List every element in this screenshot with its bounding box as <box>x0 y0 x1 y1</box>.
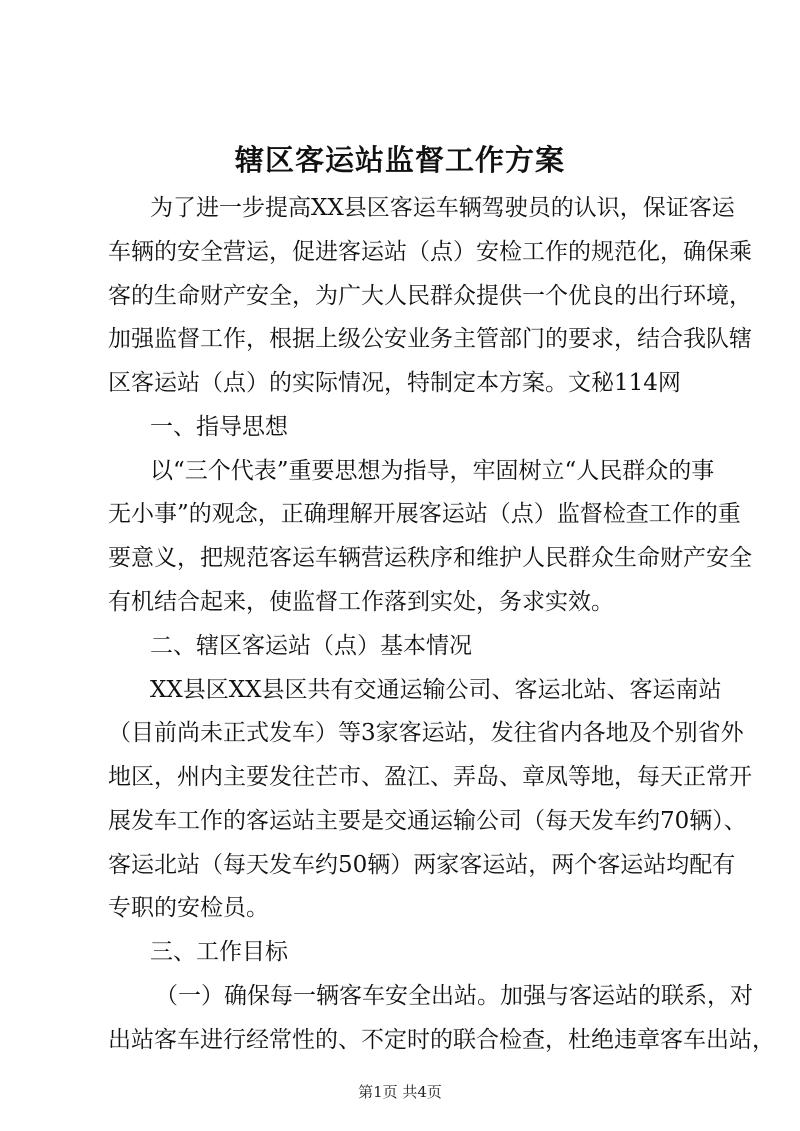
text-line: 地区，州内主要发往芒市、盈江、弄岛、章凤等地，每天正常开 <box>108 764 752 790</box>
text-line: 专职的安检员。 <box>108 895 269 921</box>
text-line: 展发车工作的客运站主要是交通运输公司（每天发车约70辆）、 <box>108 808 747 834</box>
text-line: 客的生命财产安全，为广大人民群众提供一个优良的出行环境， <box>108 283 752 309</box>
page-footer: 第1页 共4页 <box>358 1083 442 1101</box>
text-line: 出站客车进行经常性的、不定时的联合检查，杜绝违章客车出站， <box>108 1027 775 1053</box>
text-line: 以“三个代表”重要思想为指导，牢固树立“人民群众的事 <box>150 458 715 484</box>
document-title: 辖区客运站监督工作方案 <box>234 143 565 177</box>
text-line: （目前尚未正式发车）等3家客运站，发往省内各地及个别省外 <box>108 720 744 746</box>
section-heading: 三、工作目标 <box>150 939 288 965</box>
text-line: 区客运站（点）的实际情况，特制定本方案。文秘114网 <box>108 370 681 396</box>
text-line: 客运北站（每天发车约50辆）两家客运站，两个客运站均配有 <box>108 852 736 878</box>
text-line: （一）确保每一辆客车安全出站。加强与客运站的联系，对 <box>155 983 753 1009</box>
text-line: 车辆的安全营运，促进客运站（点）安检工作的规范化，确保乘 <box>108 239 752 265</box>
section-heading: 二、辖区客运站（点）基本情况 <box>150 633 472 659</box>
text-line: 要意义，把规范客运车辆营运秩序和维护人民群众生命财产安全 <box>108 545 752 571</box>
text-line: 无小事”的观念，正确理解开展客运站（点）监督检查工作的重 <box>108 501 741 527</box>
section-heading: 一、指导思想 <box>150 414 288 440</box>
text-line: 有机结合起来，使监督工作落到实处，务求实效。 <box>108 589 614 615</box>
text-line: 加强监督工作，根据上级公安业务主管部门的要求，结合我队辖 <box>108 326 752 352</box>
text-line: XX县区XX县区共有交通运输公司、客运北站、客运南站 <box>150 677 722 703</box>
text-line: 为了进一步提高XX县区客运车辆驾驶员的认识，保证客运 <box>150 195 735 221</box>
